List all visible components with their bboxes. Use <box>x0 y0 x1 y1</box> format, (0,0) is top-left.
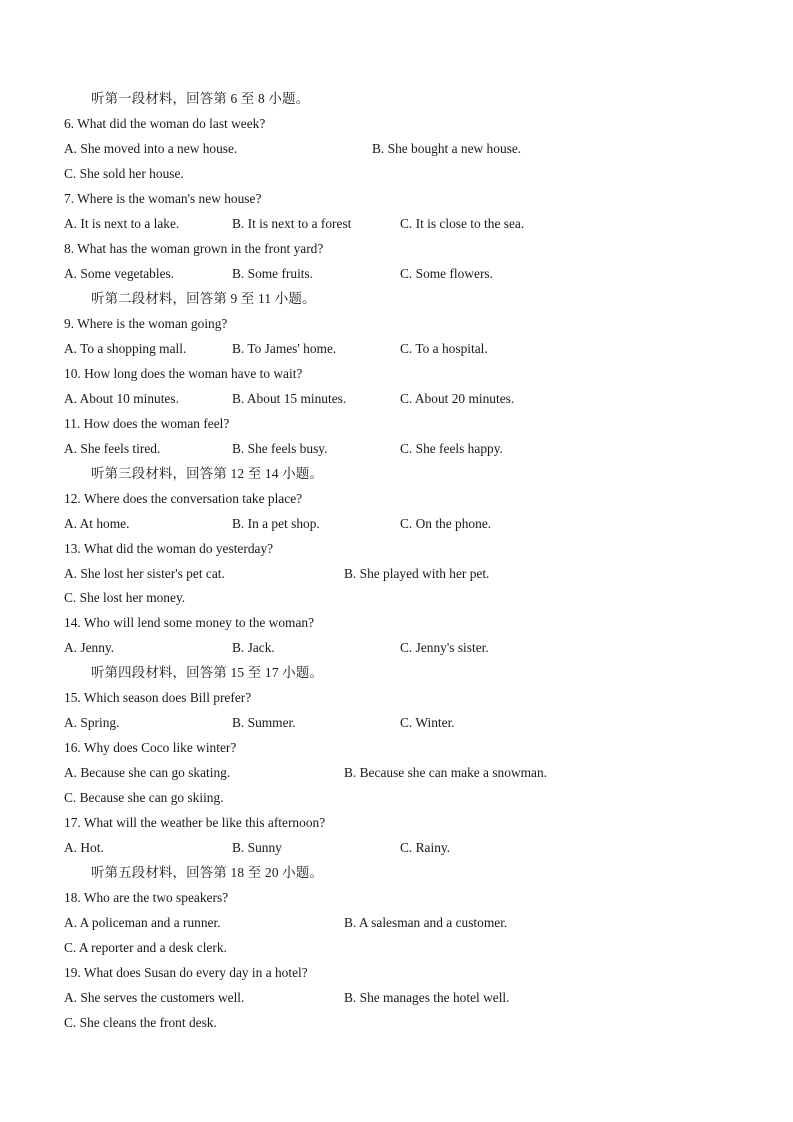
question-14: 14. Who will lend some money to the woman? <box>64 615 315 630</box>
q14-option-c: C. Jenny's sister. <box>400 640 489 655</box>
q6-option-c: C. She sold her house. <box>64 166 184 181</box>
q9-option-b: B. To James' home. <box>232 341 337 356</box>
q15-option-b: B. Summer. <box>232 715 296 730</box>
q9-option-a: A. To a shopping mall. <box>64 341 187 356</box>
q12-option-b: B. In a pet shop. <box>232 516 320 531</box>
q8-option-c: C. Some flowers. <box>400 266 493 281</box>
question-8: 8. What has the woman grown in the front yard? <box>64 241 324 256</box>
question-16: 16. Why does Coco like winter? <box>64 740 237 755</box>
q19-option-b: B. She manages the hotel well. <box>344 990 510 1005</box>
q13-option-c: C. She lost her money. <box>64 590 186 605</box>
section-2-heading: 听第二段材料，回答第 9 至 11 小题。 <box>91 291 316 306</box>
q10-option-b: B. About 15 minutes. <box>232 391 347 406</box>
question-7: 7. Where is the woman's new house? <box>64 191 262 206</box>
q6-option-b: B. She bought a new house. <box>372 141 522 156</box>
question-13: 13. What did the woman do yesterday? <box>64 541 274 556</box>
q19-option-a: A. She serves the customers well. <box>64 990 245 1005</box>
q10-option-a: A. About 10 minutes. <box>64 391 179 406</box>
section-5-heading: 听第五段材料，回答第 18 至 20 小题。 <box>91 865 324 880</box>
q17-option-b: B. Sunny <box>232 840 282 855</box>
q19-option-c: C. She cleans the front desk. <box>64 1015 217 1030</box>
q14-option-a: A. Jenny. <box>64 640 115 655</box>
q7-option-a: A. It is next to a lake. <box>64 216 180 231</box>
q11-option-c: C. She feels happy. <box>400 441 503 456</box>
q7-option-c: C. It is close to the sea. <box>400 216 525 231</box>
q13-option-a: A. She lost her sister's pet cat. <box>64 566 225 581</box>
question-15: 15. Which season does Bill prefer? <box>64 690 252 705</box>
q16-option-a: A. Because she can go skating. <box>64 765 231 780</box>
q7-option-b: B. It is next to a forest <box>232 216 352 231</box>
q8-option-a: A. Some vegetables. <box>64 266 175 281</box>
q15-option-c: C. Winter. <box>400 715 455 730</box>
q8-option-b: B. Some fruits. <box>232 266 314 281</box>
question-19: 19. What does Susan do every day in a hotel? <box>64 965 308 980</box>
question-6: 6. What did the woman do last week? <box>64 116 266 131</box>
q13-option-b: B. She played with her pet. <box>344 566 490 581</box>
q15-option-a: A. Spring. <box>64 715 120 730</box>
section-4-heading: 听第四段材料，回答第 15 至 17 小题。 <box>91 665 324 680</box>
q18-option-c: C. A reporter and a desk clerk. <box>64 940 227 955</box>
q12-option-a: A. At home. <box>64 516 130 531</box>
q16-option-b: B. Because she can make a snowman. <box>344 765 548 780</box>
q9-option-c: C. To a hospital. <box>400 341 488 356</box>
question-18: 18. Who are the two speakers? <box>64 890 229 905</box>
q12-option-c: C. On the phone. <box>400 516 492 531</box>
section-3-heading: 听第三段材料，回答第 12 至 14 小题。 <box>91 466 324 481</box>
section-1-heading: 听第一段材料，回答第 6 至 8 小题。 <box>91 91 310 106</box>
q17-option-c: C. Rainy. <box>400 840 451 855</box>
q18-option-b: B. A salesman and a customer. <box>344 915 508 930</box>
q6-option-a: A. She moved into a new house. <box>64 141 238 156</box>
question-10: 10. How long does the woman have to wait? <box>64 366 303 381</box>
question-17: 17. What will the weather be like this afternoon? <box>64 815 326 830</box>
q14-option-b: B. Jack. <box>232 640 275 655</box>
q11-option-a: A. She feels tired. <box>64 441 161 456</box>
q18-option-a: A. A policeman and a runner. <box>64 915 221 930</box>
q16-option-c: C. Because she can go skiing. <box>64 790 224 805</box>
q17-option-a: A. Hot. <box>64 840 104 855</box>
q10-option-c: C. About 20 minutes. <box>400 391 515 406</box>
q11-option-b: B. She feels busy. <box>232 441 328 456</box>
question-9: 9. Where is the woman going? <box>64 316 228 331</box>
question-11: 11. How does the woman feel? <box>64 416 230 431</box>
question-12: 12. Where does the conversation take place? <box>64 491 303 506</box>
